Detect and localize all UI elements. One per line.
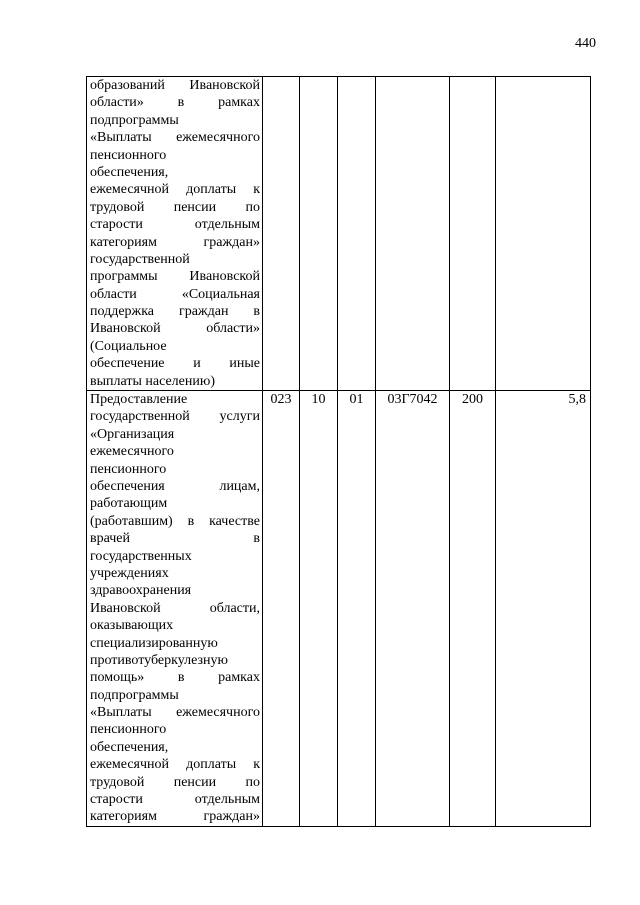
- description-line: пенсионного: [90, 722, 167, 738]
- section-cell: [300, 391, 338, 827]
- description-cell: [87, 77, 263, 391]
- description-line: старости отдельным: [90, 792, 260, 808]
- description-line: пенсионного: [90, 461, 167, 477]
- description-line: «Выплаты ежемесячного: [90, 705, 260, 721]
- description-line: обеспечения,: [90, 164, 169, 180]
- table-row: [87, 391, 591, 827]
- description-line: ежемесячной доплаты к: [90, 757, 260, 773]
- item-code-cell: [376, 77, 450, 391]
- description-line: ежемесячной доплаты к: [90, 182, 260, 198]
- description-line: категориям граждан»: [90, 234, 260, 250]
- description-line: Предоставление: [90, 392, 188, 408]
- description-line: «Организация: [90, 426, 175, 442]
- description-line: учреждениях: [90, 565, 169, 581]
- expense-type-cell-value: 200: [462, 392, 483, 408]
- budget-table-body: [87, 77, 591, 827]
- description-line: (Социальное: [90, 338, 167, 354]
- description-cell: [87, 391, 263, 827]
- description-line: специализированную: [90, 635, 218, 651]
- amount-cell-value: 5,8: [568, 392, 586, 408]
- description-line: государственных: [90, 548, 192, 564]
- description-line: трудовой пенсии по: [90, 774, 260, 790]
- description-line: категориям граждан»: [90, 809, 260, 825]
- subsection-cell: [338, 77, 376, 391]
- description-line: образований Ивановской: [90, 78, 260, 93]
- description-line: Ивановской области»: [90, 321, 260, 337]
- description-line: оказывающих: [90, 618, 174, 634]
- description-line: подпрограммы: [90, 112, 179, 128]
- amount-cell: [496, 391, 591, 827]
- section-cell: [300, 77, 338, 391]
- description-line: работающим: [90, 496, 168, 512]
- description-line: обеспечения,: [90, 739, 169, 755]
- description-line: программы Ивановской: [90, 269, 260, 285]
- item-code-cell: [376, 391, 450, 827]
- description-line: поддержка граждан в: [90, 304, 260, 320]
- description-line: подпрограммы: [90, 687, 179, 703]
- item-code-cell-value: 03Г7042: [387, 392, 438, 408]
- description-line: старости отдельным: [90, 217, 260, 233]
- table-row: [87, 77, 591, 391]
- description-line: здравоохранения: [90, 583, 192, 599]
- budget-table: [86, 76, 591, 827]
- subsection-cell-value: 01: [349, 392, 364, 408]
- description-line: врачей в: [90, 531, 260, 547]
- description-line: трудовой пенсии по: [90, 199, 260, 215]
- description-line: обеспечение и иные: [90, 356, 260, 372]
- description-line: государственной услуги: [90, 409, 260, 425]
- description-line: пенсионного: [90, 147, 167, 163]
- description-line: Ивановской области,: [90, 600, 260, 616]
- subsection-cell: [338, 391, 376, 827]
- description-line: выплаты населению): [90, 373, 215, 389]
- section-cell-value: 10: [311, 392, 326, 408]
- expense-type-cell: [450, 391, 496, 827]
- description-line: области «Социальная: [90, 286, 260, 302]
- description-line: области» в рамках: [90, 95, 260, 111]
- description-line: государственной: [90, 251, 190, 267]
- description-line: противотуберкулезную: [90, 652, 228, 668]
- description-line: обеспечения лицам,: [90, 478, 260, 494]
- admin-code-cell: [263, 391, 300, 827]
- description-line: ежемесячного: [90, 444, 174, 460]
- amount-cell: [496, 77, 591, 391]
- description-line: (работавшим) в качестве: [90, 513, 260, 529]
- expense-type-cell: [450, 77, 496, 391]
- description-line: помощь» в рамках: [90, 670, 260, 686]
- page-number: 440: [575, 36, 596, 51]
- description-line: «Выплаты ежемесячного: [90, 130, 260, 146]
- admin-code-cell-value: 023: [270, 392, 292, 408]
- admin-code-cell: [263, 77, 300, 391]
